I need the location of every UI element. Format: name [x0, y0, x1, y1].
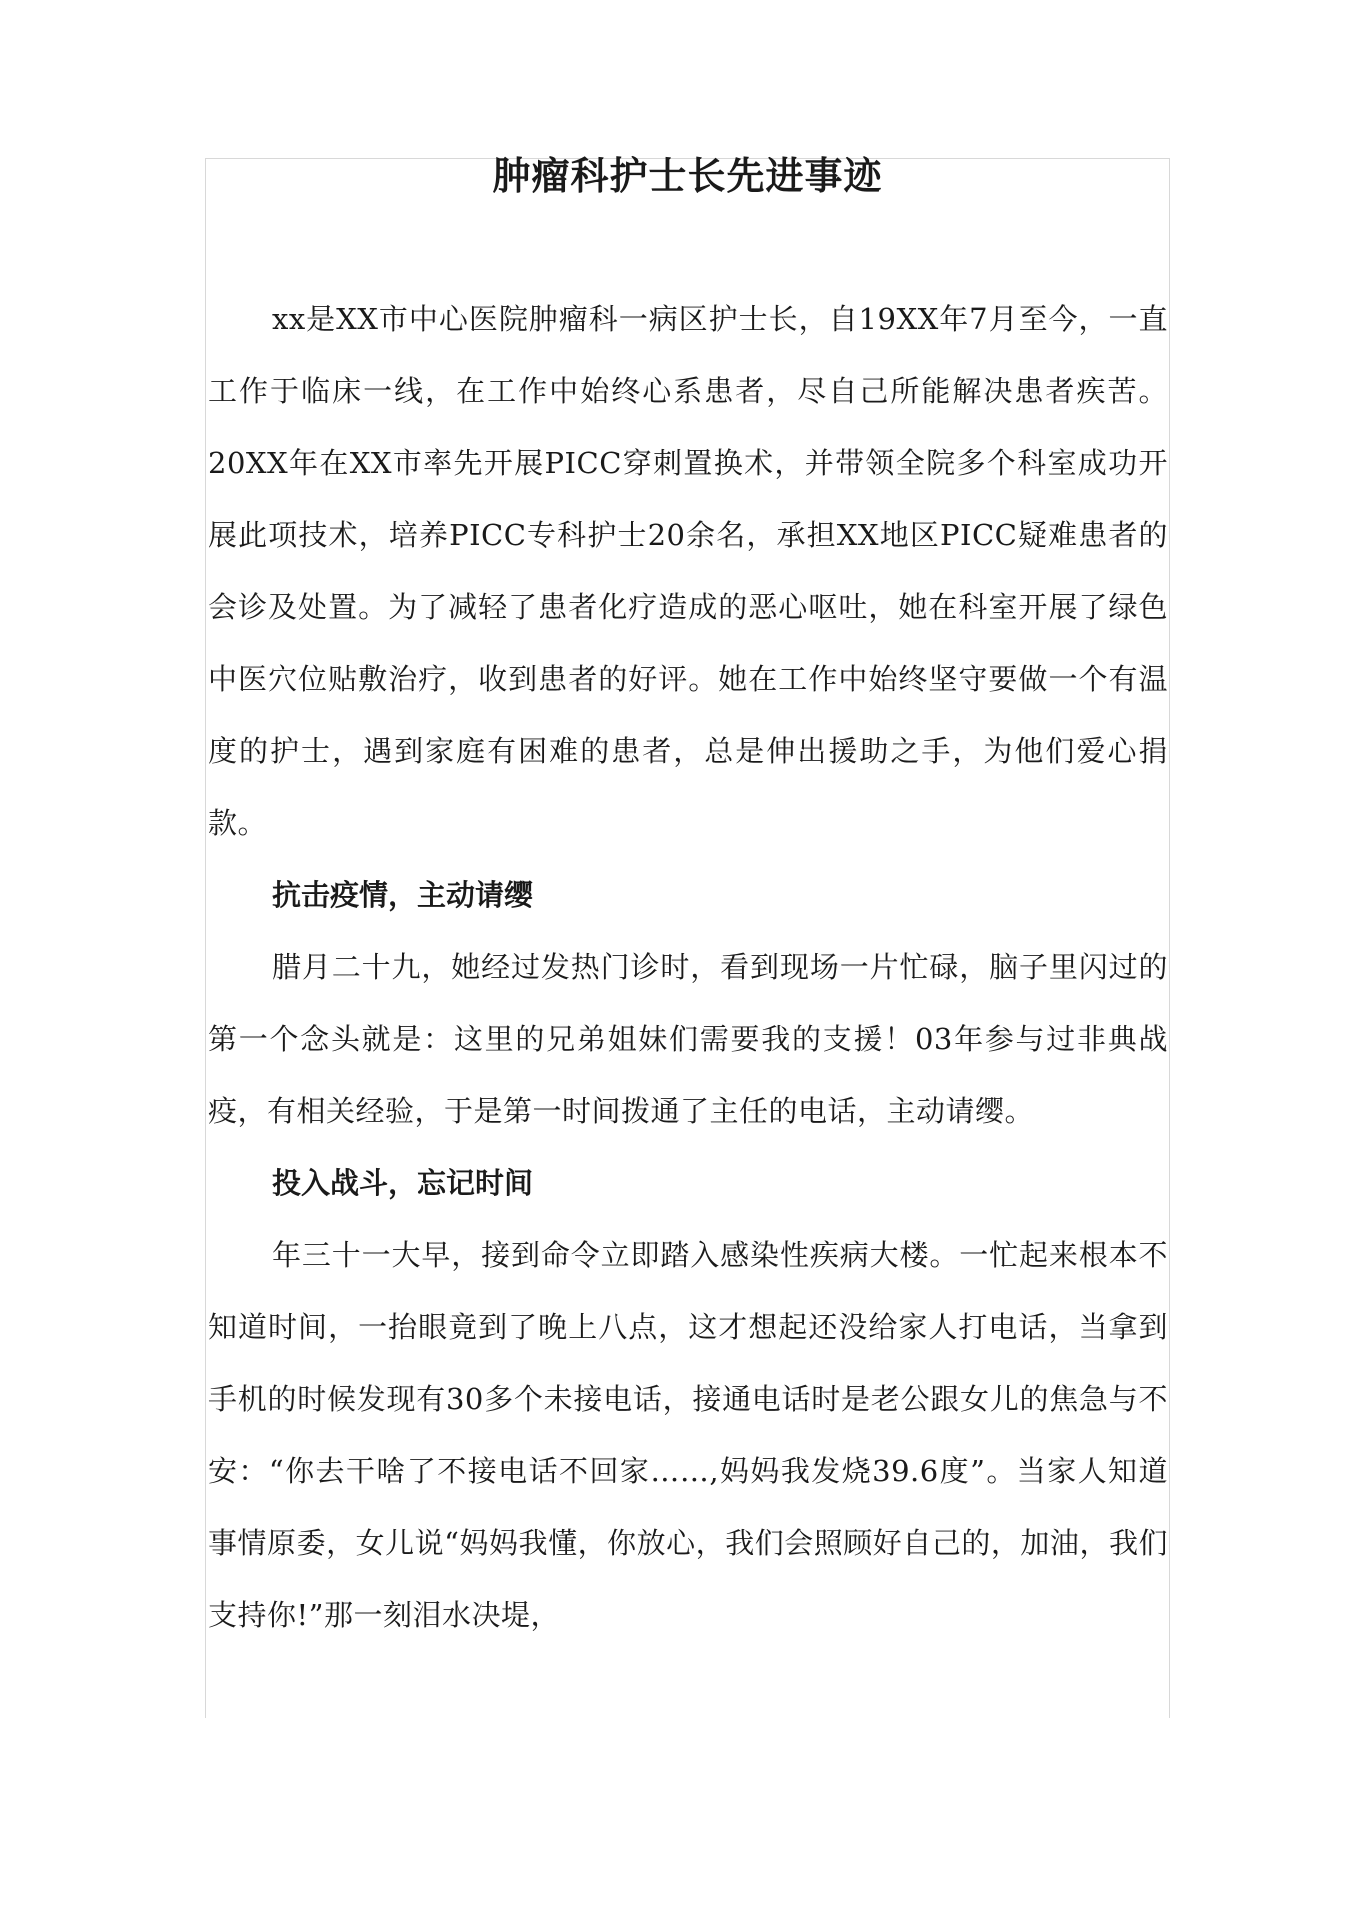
section-heading: 抗击疫情，主动请缨	[272, 878, 534, 912]
document-body	[208, 283, 1168, 1651]
document-title: 肿瘤科护士长先进事迹	[492, 154, 883, 198]
body-paragraph: xx是XX市中心医院肿瘤科一病区护士长，自19XX年7月至今，一直工作于临床一线，在工作中始终心系患者，尽自己所能解决患者疾苦。20XX年在XX市率先开展PICC穿刺置换术，并带领全院多个科室成功开展此项技术，培养PICC专科护士20余名，承担XX地区PICC疑难患者的会诊及处置。为了减轻了患者化疗造成的恶心呕吐，她在科室开展了绿色中医穴位贴敷治疗，收到患者的好评。她在工作中始终坚守要做一个有温度的护士，遇到家庭有困难的患者，总是伸出援助之手，为他们爱心捐款。	[208, 302, 1168, 840]
body-paragraph: 腊月二十九，她经过发热门诊时，看到现场一片忙碌，脑子里闪过的第一个念头就是：这里的兄弟姐妹们需要我的支援！03年参与过非典战疫，有相关经验，于是第一时间拨通了主任的电话，主动请缨。	[208, 950, 1168, 1128]
body-paragraph: 年三十一大早，接到命令立即踏入感染性疾病大楼。一忙起来根本不知道时间，一抬眼竟到了晚上八点，这才想起还没给家人打电话，当拿到手机的时候发现有30多个未接电话，接通电话时是老公跟女儿的焦急与不安：“你去干啥了不接电话不回家……,妈妈我发烧39.6度”。当家人知道事情原委，女儿说“妈妈我懂，你放心，我们会照顾好自己的，加油，我们支持你!”那一刻泪水决堤，	[208, 1238, 1168, 1632]
section-heading: 投入战斗，忘记时间	[272, 1166, 534, 1200]
